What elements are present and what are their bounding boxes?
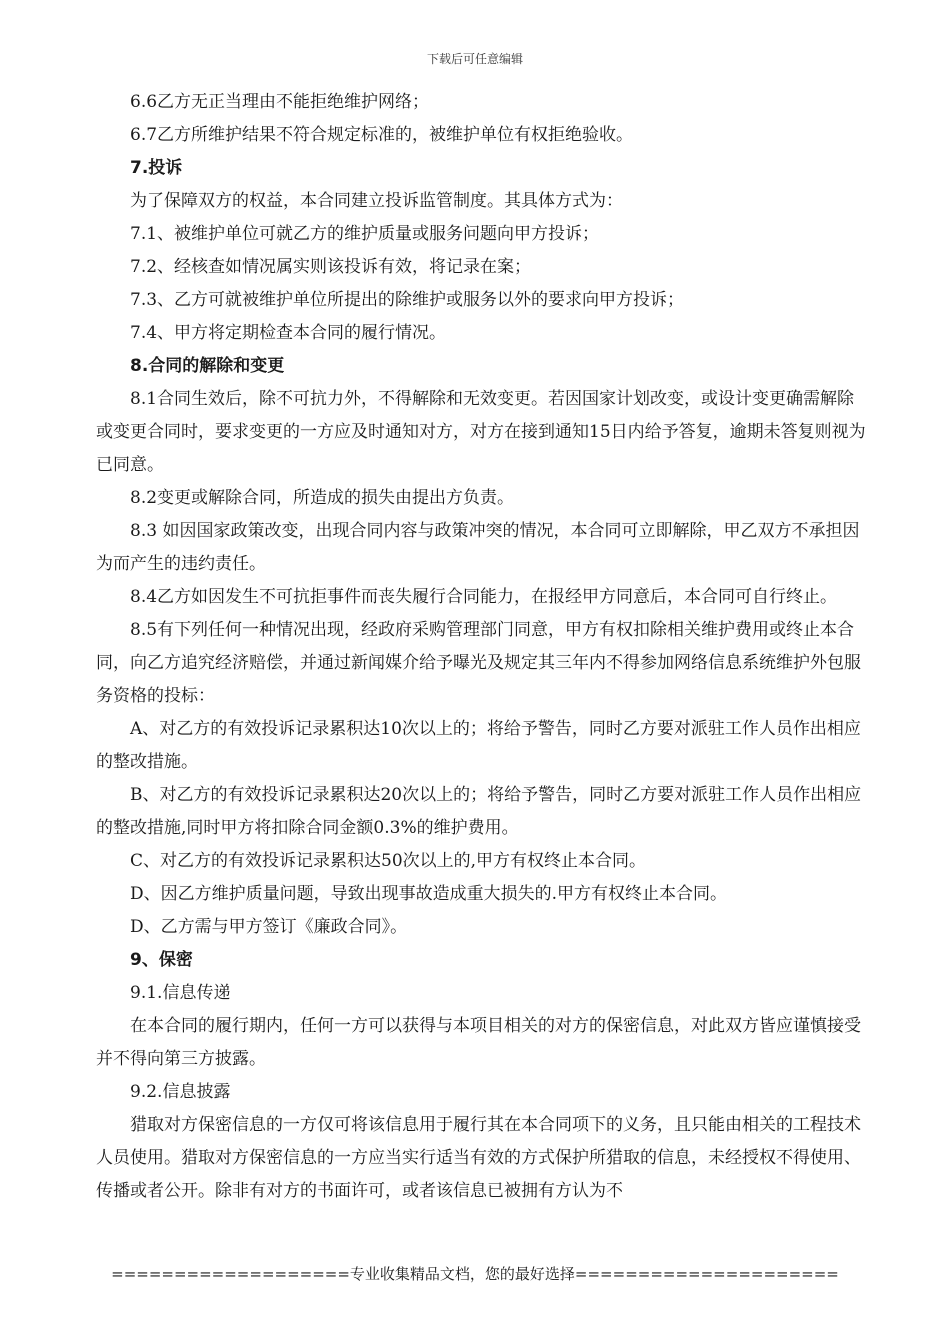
section-heading: 8.合同的解除和变更: [130, 356, 285, 376]
paragraph: 8.4乙方如因发生不可抗拒事件而丧失履行合同能力，在报经甲方同意后，本合同可自行终止。: [130, 587, 838, 607]
paragraph: 6.7乙方所维护结果不符合规定标准的，被维护单位有权拒绝验收。: [130, 125, 634, 145]
paragraph: 6.6乙方无正当理由不能拒绝维护网络；: [130, 92, 430, 112]
paragraph: 猎取对方保密信息的一方仅可将该信息用于履行其在本合同项下的义务，且只能由相关的工程技术人员使用。猎取对方保密信息的一方应当实行适当有效的方式保护所猎取的信息，未经授权不得使用、传播或者公开。除非有对方的书面许可，或者该信息已被拥有方认为不: [96, 1115, 861, 1201]
section-heading: 9、保密: [130, 950, 193, 970]
paragraph: 8.2变更或解除合同，所造成的损失由提出方负责。: [130, 488, 515, 508]
paragraph: D、乙方需与甲方签订《廉政合同》。: [130, 917, 408, 937]
paragraph: 在本合同的履行期内，任何一方可以获得与本项目相关的对方的保密信息，对此双方皆应谨慎接受并不得向第三方披露。: [96, 1016, 861, 1069]
paragraph: D、因乙方维护质量问题，导致出现事故造成重大损失的.甲方有权终止本合同。: [130, 884, 728, 904]
paragraph: B、对乙方的有效投诉记录累积达20次以上的；将给予警告，同时乙方要对派驻工作人员作出相应的整改措施,同时甲方将扣除合同金额0.3%的维护费用。: [96, 785, 862, 838]
paragraph: A、对乙方的有效投诉记录累积达10次以上的；将给予警告，同时乙方要对派驻工作人员作出相应的整改措施。: [96, 719, 861, 772]
paragraph: 8.1合同生效后，除不可抗力外，不得解除和无效变更。若因国家计划改变，或设计变更确需解除或变更合同时，要求变更的一方应及时通知对方，对方在接到通知15日内给予答复，逾期未答复则视为已同意。: [96, 389, 866, 475]
paragraph: 7.1、被维护单位可就乙方的维护质量或服务问题向甲方投诉；: [130, 224, 600, 244]
section-heading: 7.投诉: [130, 158, 183, 178]
paragraph: C、对乙方的有效投诉记录累积达50次以上的,甲方有权终止本合同。: [130, 851, 647, 871]
paragraph: 为了保障双方的权益，本合同建立投诉监管制度。其具体方式为：: [130, 191, 623, 211]
paragraph: 9.2.信息披露: [130, 1082, 231, 1102]
paragraph: 8.3 如因国家政策改变，出现合同内容与政策冲突的情况，本合同可立即解除，甲乙双方不承担因为而产生的违约责任。: [96, 521, 860, 574]
paragraph: 7.2、经核查如情况属实则该投诉有效，将记录在案；: [130, 257, 532, 277]
paragraph: 9.1.信息传递: [130, 983, 231, 1003]
paragraph: 8.5有下列任何一种情况出现，经政府采购管理部门同意，甲方有权扣除相关维护费用或终止本合同，向乙方追究经济赔偿，并通过新闻媒介给予曝光及规定其三年内不得参加网络信息系统维护外包服务资格的投标：: [96, 620, 861, 706]
paragraph: 7.4、甲方将定期检查本合同的履行情况。: [130, 323, 447, 343]
document-body: [96, 86, 866, 1208]
page-footer: ===================专业收集精品文档，您的最好选择=====================: [111, 1265, 839, 1283]
paragraph: 7.3、乙方可就被维护单位所提出的除维护或服务以外的要求向甲方投诉；: [130, 290, 685, 310]
page-header: 下载后可任意编辑: [426, 52, 523, 66]
